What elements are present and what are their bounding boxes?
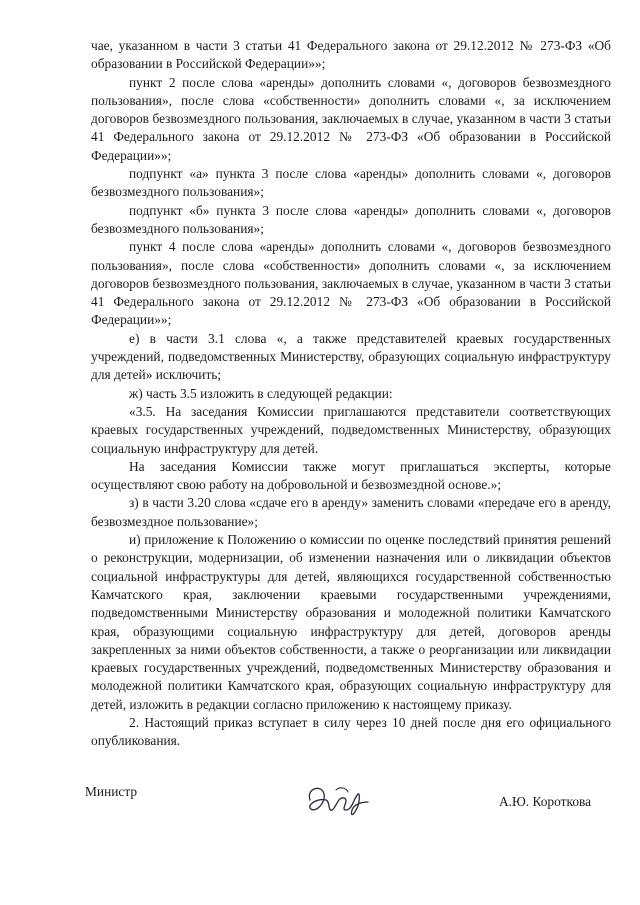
paragraph: подпункт «а» пункта 3 после слова «аренды» дополнить словами «, договоров безвозмездного пользования»;	[91, 166, 611, 200]
document-body	[91, 37, 611, 751]
paragraph: ж) часть 3.5 изложить в следующей редакции:	[129, 385, 393, 401]
paragraph: пункт 4 после слова «аренды» дополнить словами «, договоров безвозмездного пользования», после слова «собственности» дополнить словами «, за исключением договоров безвозмездного пользования, заключаемых в случае, указанном в части 3 статьи 41 Федерального закона от 29.12.2012 № 273-ФЗ «Об образовании в Российской Федерации»»;	[91, 239, 611, 328]
paragraph: 2. Настоящий приказ вступает в силу через 10 дней после дня его официального опубликования.	[91, 714, 611, 749]
paragraph: е) в части 3.1 слова «, а также представителей краевых государственных учреждений, подведомственных Министерству, образующих социальную инфраструктуру для детей» исключить;	[91, 330, 611, 383]
paragraph: подпункт «б» пункта 3 после слова «аренды» дополнить словами «, договоров безвозмездного пользования»;	[91, 202, 611, 236]
handwritten-signature	[300, 780, 380, 822]
paragraph: На заседания Комиссии также могут приглашаться эксперты, которые осуществляют свою работу на добровольной и безвозмездной основе.»;	[91, 458, 611, 493]
paragraph: з) в части 3.20 слова «сдаче его в аренду» заменить словами «передаче его в аренду, безвозмездное пользование»;	[91, 495, 611, 529]
paragraph: и) приложение к Положению о комиссии по оценке последствий принятия решений о реконструкции, модернизации, об изменении назначения или о ликвидации объектов социальной инфраструктуры для детей, являющихся государственной собственностью Камчатского края, заключении краевыми государственными учреждениями, подведомственными Министерству образования и молодежной политики Камчатского края, образующими социальную инфраструктуру для детей, договоров аренды закрепленных за ними объектов собственности, а также о реорганизации или ликвидации краевых государственных учреждений, подведомственных Министерству образования и молодежной политики Камчатского края, образующих социальную инфраструктуру для детей, изложить в редакции согласно приложению к настоящему приказу.	[91, 532, 611, 712]
signer-title: Министр	[85, 784, 138, 799]
paragraph: пункт 2 после слова «аренды» дополнить словами «, договоров безвозмездного пользования», после слова «собственности» дополнить словами «, за исключением договоров безвозмездного пользования, заключаемых в случае, указанном в части 3 статьи 41 Федерального закона от 29.12.2012 № 273-ФЗ «Об образовании в Российской Федерации»»;	[91, 74, 611, 163]
signer-name: А.Ю. Короткова	[499, 794, 592, 809]
paragraph: «3.5. На заседания Комиссии приглашаются представители соответствующих краевых государственных учреждений, подведомственных Министерству, образующих социальную инфраструктуру для детей.	[91, 403, 611, 456]
paragraph: чае, указанном в части 3 статьи 41 Федерального закона от 29.12.2012 № 273-ФЗ «Об образовании в Российской Федерации»»;	[91, 38, 611, 72]
